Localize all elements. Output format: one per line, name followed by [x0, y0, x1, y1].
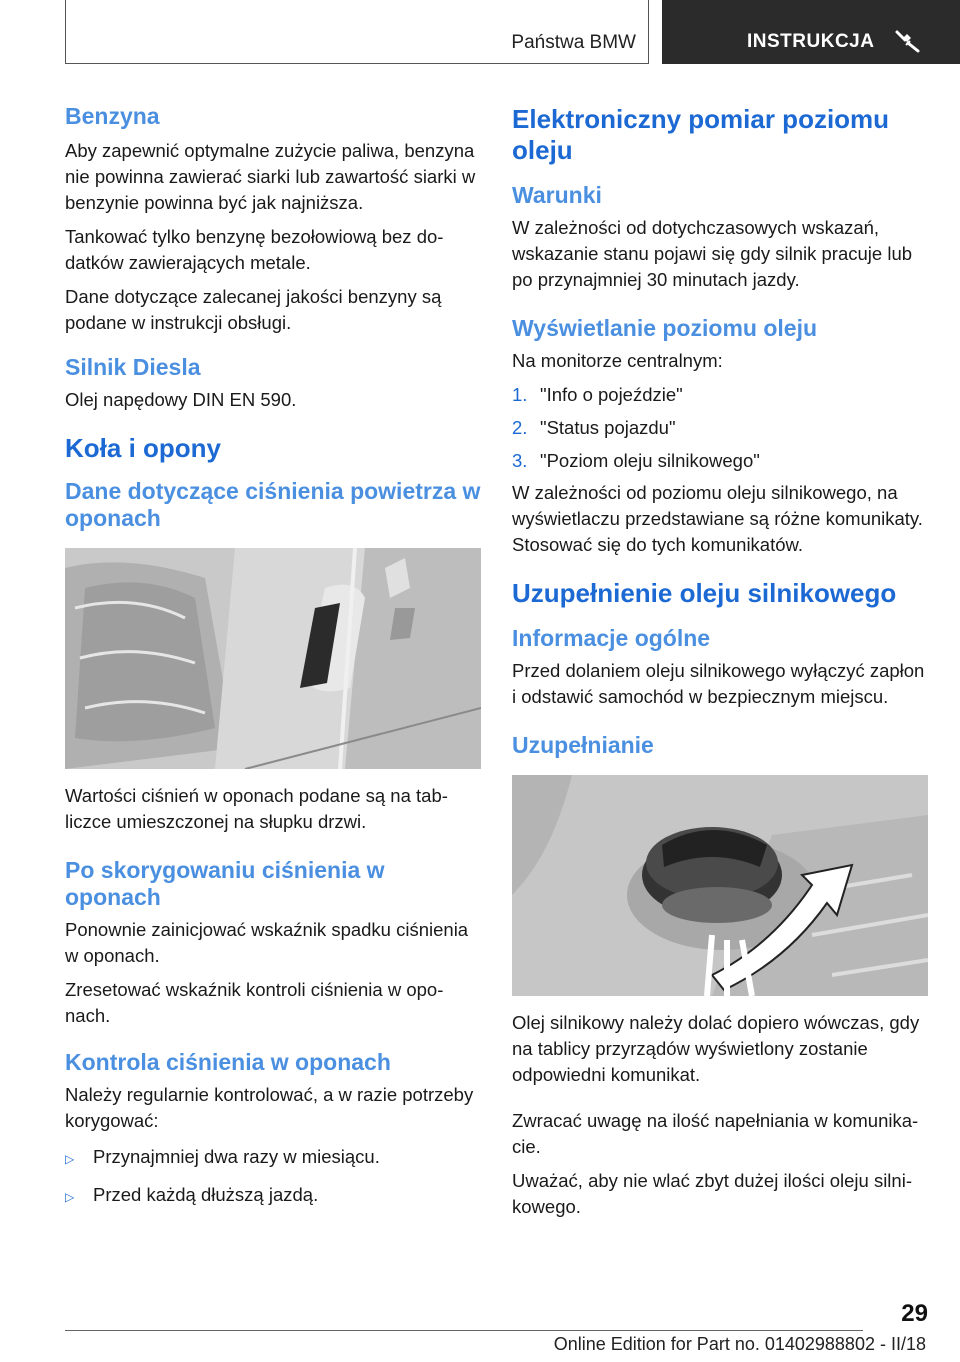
footer-divider — [65, 1330, 863, 1331]
section-label: INSTRUKCJA — [747, 31, 875, 52]
bullet-text: Przed każdą dłuższą jazdą. — [93, 1184, 319, 1205]
diesel-paragraph: Olej napędowy DIN EN 590. — [65, 389, 297, 410]
list-item — [512, 382, 928, 408]
heading-pomiar-oleju: Elektroniczny pomiar poziomu oleju — [512, 104, 890, 165]
step-number: 1. — [512, 384, 528, 405]
korekta-paragraph-2: Zresetować wskaźnik kontroli ciśnienia w oponach. — [65, 979, 444, 1026]
left-column — [65, 100, 481, 1210]
door-pillar-illustration — [65, 548, 481, 769]
oil-filler-cap-illustration — [512, 775, 928, 996]
list-item — [512, 415, 928, 441]
step-text: "Info o pojeździe" — [540, 384, 683, 405]
heading-cisnienie-powietrza: Dane dotyczące ciśnienia powietrza w oponach — [65, 478, 481, 531]
heading-uzupelnienie-oleju: Uzupełnienie oleju silnikowego — [512, 578, 897, 608]
bullet-text: Przynajmniej dwa razy w miesiącu. — [93, 1146, 380, 1167]
step-number: 2. — [512, 417, 528, 438]
list-item — [65, 1144, 481, 1172]
header-breadcrumb-box — [65, 0, 649, 64]
kontrola-paragraph: Należy regularnie kontrolować, a w razie potrzeby korygować: — [65, 1084, 474, 1131]
korekta-paragraph-1: Ponownie zainicjować wskaźnik spadku ciśnienia w oponach. — [65, 919, 469, 966]
uzupelnianie-paragraph-2: Zwracać uwagę na ilość napełniania w komunikacie. — [512, 1110, 919, 1157]
list-item — [512, 448, 928, 474]
step-text: "Status pojazdu" — [540, 417, 676, 438]
heading-diesel: Silnik Diesla — [65, 354, 201, 380]
benzyna-paragraph-2: Tankować tylko benzynę bezołowiową bez dodatków zawierających metale. — [65, 226, 444, 273]
benzyna-paragraph-1: Aby zapewnić optymalne zużycie paliwa, benzyna nie powinna zawierać siarki lub zawartość siarki w benzynie powinna być jak najniższa. — [65, 140, 476, 213]
wyswietlanie-paragraph: Na monitorze centralnym: — [512, 350, 723, 371]
kontrola-bullet-list — [65, 1144, 481, 1210]
uzupelnianie-paragraph-1: Olej silnikowy należy dolać dopiero wówczas, gdy na tablicy przyrządów wyświetlony zostanie odpowiedni komunikat. — [512, 1012, 920, 1085]
list-item — [65, 1182, 481, 1210]
footer-edition[interactable]: Online Edition for Part no. 01402988802 - II/18 — [553, 1334, 926, 1354]
heading-wyswietlanie: Wyświetlanie poziomu oleju — [512, 315, 818, 341]
right-column — [512, 100, 928, 1220]
step-number: 3. — [512, 450, 528, 471]
heading-kontrola-cisnienia: Kontrola ciśnienia w oponach — [65, 1049, 391, 1075]
uzupelnianie-paragraph-3: Uważać, aby nie wlać zbyt dużej ilości oleju silnikowego. — [512, 1170, 912, 1217]
step-text: "Poziom oleju silnikowego" — [540, 450, 760, 471]
warunki-paragraph: W zależności od dotychczasowych wskazań, wskazanie stanu pojawi się gdy silnik pracuje lub po przynajmniej 30 minutach jazdy. — [512, 217, 913, 290]
cisnienie-paragraph: Wartości ciśnień w oponach podane są na tabliczce umieszczonej na słupku drzwi. — [65, 785, 448, 832]
benzyna-paragraph-3: Dane dotyczące zalecanej jakości benzyny są podane w instrukcji obsługi. — [65, 286, 442, 333]
triangle-bullet-icon: ▷ — [65, 1190, 75, 1204]
heading-benzyna: Benzyna — [65, 103, 160, 129]
triangle-bullet-icon: ▷ — [65, 1152, 75, 1166]
wrench-icon — [894, 29, 922, 53]
breadcrumb[interactable]: Państwa BMW — [511, 32, 636, 53]
heading-informacje-ogolne: Informacje ogólne — [512, 625, 711, 651]
header-section-tab[interactable] — [662, 0, 960, 64]
heading-po-skorygowaniu: Po skorygowaniu ciśnienia w oponach — [65, 857, 385, 910]
wyswietlanie-paragraph-2: W zależności od poziomu oleju silnikowego, na wyświetlaczu przedstawiane są różne komunikaty. Stosować się do tych komunikatów. — [512, 482, 923, 555]
page-number: 29 — [901, 1300, 928, 1327]
heading-kola-opony: Koła i opony — [65, 433, 221, 463]
heading-uzupelnianie: Uzupełnianie — [512, 732, 654, 758]
monitor-steps-list — [512, 382, 928, 474]
informacje-paragraph: Przed dolaniem oleju silnikowego wyłączyć zapłon i odstawić samochód w bezpiecznym miejscu. — [512, 660, 925, 707]
heading-warunki: Warunki — [512, 182, 602, 208]
